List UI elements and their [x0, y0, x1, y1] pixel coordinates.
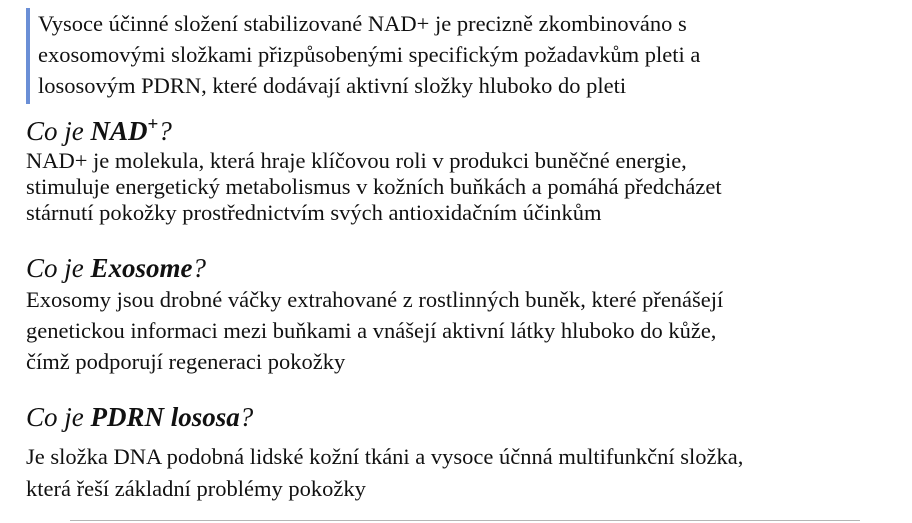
intro-line: lososovým PDRN, které dodávají aktivní složky hluboko do pleti	[38, 73, 627, 98]
heading-suffix: ?	[192, 253, 207, 283]
intro-line: exosomovými složkami přizpůsobenými specifickým požadavkům pleti a	[38, 42, 701, 67]
heading-term: Exosome	[90, 253, 193, 283]
intro-paragraph	[38, 8, 898, 101]
heading-suffix: ?	[239, 402, 254, 432]
heading-term: NAD	[90, 116, 148, 146]
exosome-paragraph	[26, 284, 723, 377]
heading-term: PDRN losos	[90, 402, 227, 432]
paragraph-line: genetickou informaci mezi buňkami a vnášejí aktivní látky hluboko do kůže,	[26, 318, 717, 343]
heading-exosome	[26, 253, 206, 283]
paragraph-line: stimuluje energetický metabolismus v kožních buňkách a pomáhá předcházet	[26, 174, 722, 199]
intro-line: Vysoce účinné složení stabilizované NAD+ je precizně zkombinováno s	[38, 11, 687, 36]
nad-paragraph	[26, 148, 722, 226]
paragraph-line: stárnutí pokožky prostřednictvím svých antioxidačním účinkům	[26, 200, 602, 225]
paragraph-line: NAD+ je molekula, která hraje klíčovou roli v produkci buněčné energie,	[26, 148, 687, 173]
pdrn-paragraph	[26, 441, 743, 505]
paragraph-line: která řeší základní problémy pokožky	[26, 476, 366, 501]
intro-quote-block	[26, 8, 898, 104]
paragraph-line: Exosomy jsou drobné váčky extrahované z rostlinných buněk, které přenášejí	[26, 287, 724, 312]
heading-term-end: a	[226, 402, 240, 432]
paragraph-line: Je složka DNA podobná lidské kožní tkáni a vysoce účnná multifunkční složka,	[26, 444, 744, 469]
heading-prefix: Co je	[26, 402, 91, 432]
heading-pdrn	[26, 402, 253, 432]
heading-suffix: ?	[158, 116, 172, 146]
bottom-divider	[70, 520, 860, 521]
heading-prefix: Co je	[26, 253, 91, 283]
paragraph-line: čímž podporují regeneraci pokožky	[26, 349, 346, 374]
heading-nad	[26, 116, 172, 146]
heading-superscript: +	[147, 114, 159, 135]
heading-prefix: Co je	[26, 116, 91, 146]
